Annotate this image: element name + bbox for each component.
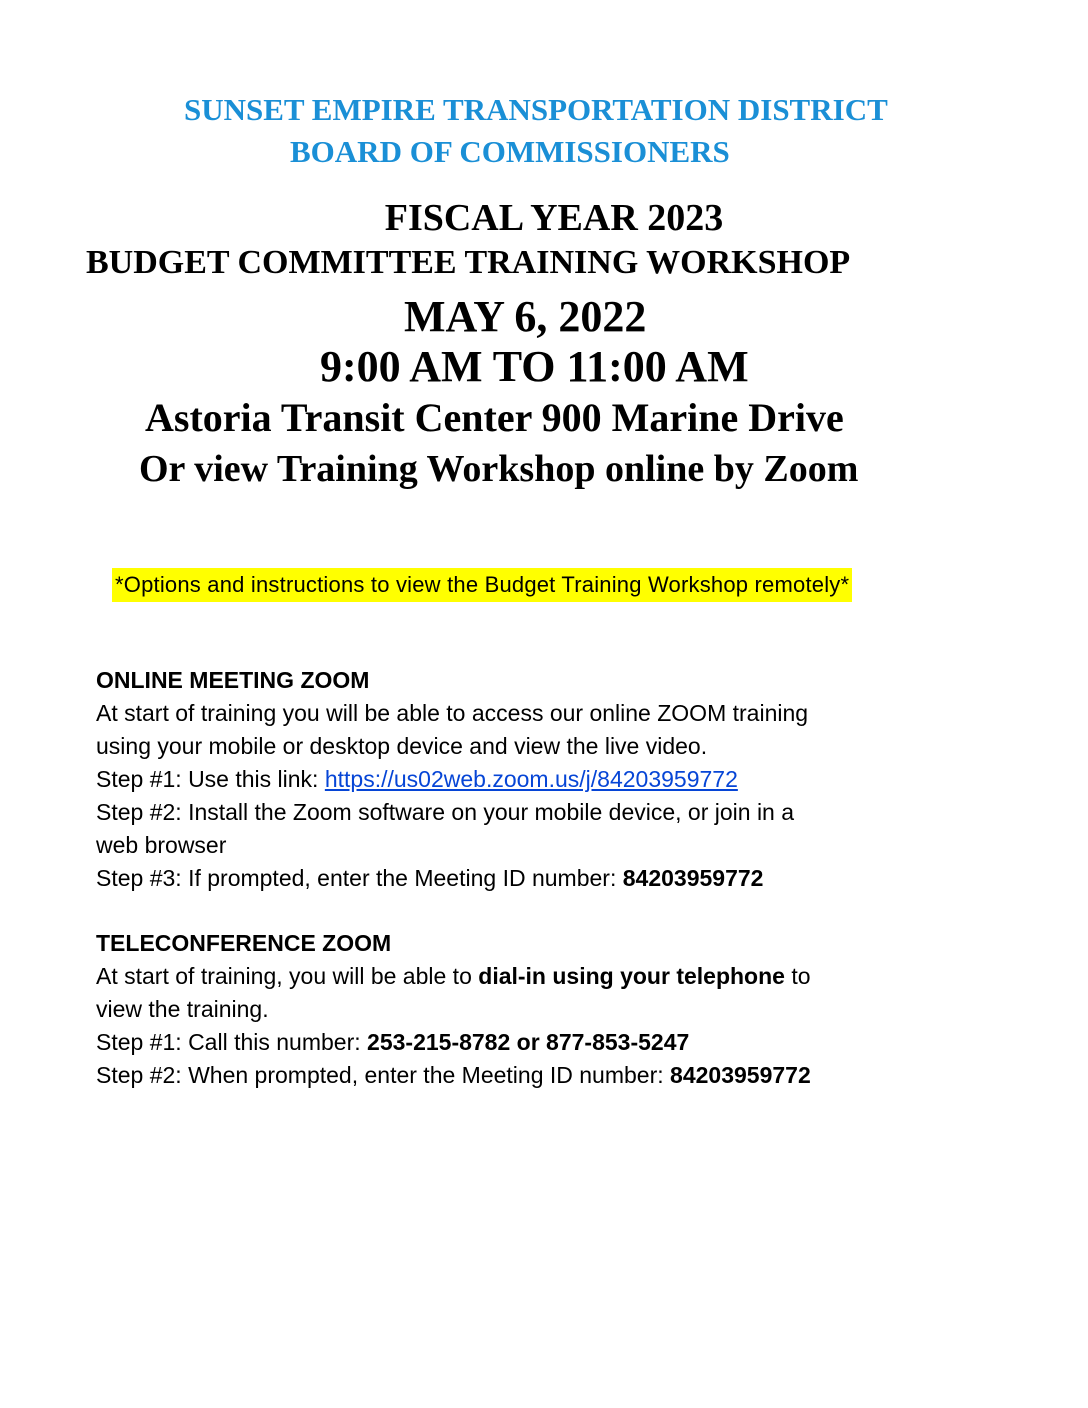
online-step-2-continued: web browser bbox=[96, 832, 227, 858]
online-intro-line: At start of training you will be able to access our online ZOOM training bbox=[96, 700, 809, 726]
meeting-id: 84203959772 bbox=[670, 1062, 811, 1088]
online-step-2: Step #2: Install the Zoom software on your mobile device, or join in a bbox=[96, 799, 795, 825]
event-date: MAY 6, 2022 bbox=[404, 292, 647, 341]
teleconference-step-1-text: Step #1: Call this number: bbox=[96, 1029, 368, 1055]
teleconference-heading: TELECONFERENCE ZOOM bbox=[96, 930, 392, 956]
teleconference-section bbox=[96, 927, 996, 1092]
workshop-title: BUDGET COMMITTEE TRAINING WORKSHOP bbox=[86, 244, 851, 281]
teleconference-intro-line: view the training. bbox=[96, 996, 269, 1022]
event-location: Astoria Transit Center 900 Marine Drive bbox=[145, 395, 844, 440]
fiscal-year-heading: FISCAL YEAR 2023 bbox=[384, 197, 724, 239]
teleconference-intro-text: At start of training, you will be able to bbox=[96, 963, 479, 989]
online-meeting-heading: ONLINE MEETING ZOOM bbox=[96, 667, 370, 693]
meeting-id: 84203959772 bbox=[622, 865, 764, 891]
online-step-3-text: Step #3: If prompted, enter the Meeting ID number: bbox=[96, 865, 623, 891]
organization-name: SUNSET EMPIRE TRANSPORTATION DISTRICT bbox=[184, 92, 888, 127]
online-step-1 bbox=[96, 763, 996, 796]
online-step-3 bbox=[96, 862, 996, 895]
dial-in-emphasis: dial-in using your telephone bbox=[478, 963, 785, 989]
teleconference-step-2-text: Step #2: When prompted, enter the Meeting ID number: bbox=[96, 1062, 671, 1088]
remote-options-note: *Options and instructions to view the Budget Training Workshop remotely* bbox=[112, 568, 852, 602]
teleconference-step-2 bbox=[96, 1059, 996, 1092]
zoom-meeting-link[interactable]: https://us02web.zoom.us/j/84203959772 bbox=[324, 766, 738, 792]
teleconference-intro-suffix: to bbox=[784, 963, 811, 989]
online-option-heading: Or view Training Workshop online by Zoom bbox=[139, 448, 859, 490]
online-meeting-section bbox=[96, 664, 996, 895]
event-time: 9:00 AM TO 11:00 AM bbox=[320, 342, 749, 391]
board-name: BOARD OF COMMISSIONERS bbox=[290, 134, 730, 169]
teleconference-step-1 bbox=[96, 1026, 996, 1059]
online-step-1-text: Step #1: Use this link: bbox=[96, 766, 325, 792]
online-intro-line: using your mobile or desktop device and view the live video. bbox=[96, 733, 708, 759]
dial-in-numbers: 253-215-8782 or 877-853-5247 bbox=[367, 1029, 690, 1055]
teleconference-intro-line bbox=[96, 960, 996, 993]
